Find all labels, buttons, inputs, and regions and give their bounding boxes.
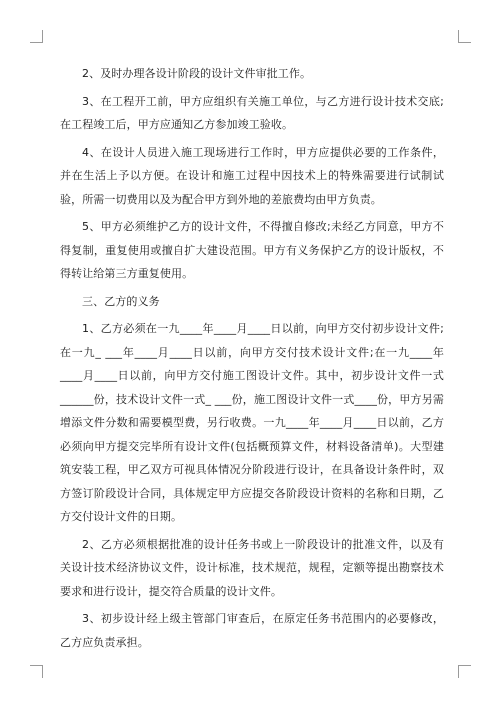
crop-mark-bottom-left bbox=[30, 665, 43, 678]
document-body bbox=[60, 62, 444, 658]
paragraph-copyright: 5、甲方必须维护乙方的设计文件，不得擅自修改;未经乙方同意，甲方不得复制，重复使用或擅自扩大建设范围。甲方有义务保护乙方的设计版权，不得转让给第三方重复使用。 bbox=[60, 220, 444, 280]
paragraph-site-conditions: 4、在设计人员进入施工现场进行工作时，甲方应提供必要的工作条件，并在生活上予以方便。在设计和施工过程中因技术上的特殊需要进行试制试验，所需一切费用以及为配合甲方到外地的差旅费均由甲方负责。 bbox=[60, 145, 444, 206]
paragraph-approval: 2、及时办理各设计阶段的设计文件审批工作。 bbox=[82, 67, 312, 80]
paragraph-design-basis: 2、乙方必须根据批准的设计任务书或上一阶段设计的批准文件，以及有关设计技术经济协议文件，设计标准，技术规范，规程，定额等提出勘察技术要求和进行设计，提交符合质量的设计文件。 bbox=[60, 537, 444, 598]
crop-mark-bottom-right bbox=[458, 665, 471, 678]
crop-mark-top-left bbox=[30, 30, 43, 43]
paragraph-technical-briefing: 3、在工程开工前，甲方应组织有关施工单位，与乙方进行设计技术交底;在工程竣工后，甲方应通知乙方参加竣工验收。 bbox=[60, 94, 444, 131]
paragraph-revisions: 3、初步设计经上级主管部门审查后，在原定任务书范围内的必要修改，乙方应负责承担。 bbox=[60, 612, 444, 649]
crop-mark-top-right bbox=[458, 30, 471, 43]
section-heading-party-b-obligations: 三、乙方的义务 bbox=[82, 294, 160, 308]
paragraph-delivery-schedule: 1、乙方必须在一九____年____月____日以前，向甲方交付初步设计文件;在一九_ ___年____月____日以前，向甲方交付技术设计文件;在一九____年____月____日以前，向甲方交付施工图设计文件。其中，初步设计文件一式______份，技术设计文件一式_ ___份，施工图设计文件一式____份，甲方另需增添文件分数和需要模型费，另行收费。一九____年____月____日以前，乙方必须向甲方提交完毕所有设计文件(包括概预算文件，材料设备清单)。大型建筑安装工程，甲乙双方可视具体情况分阶段进行设计，在具备设计条件时，双方签订阶段设计合同，具体规定甲方应提交各阶段设计资料的名称和日期，乙方交付设计文件的日期。 bbox=[60, 322, 444, 523]
